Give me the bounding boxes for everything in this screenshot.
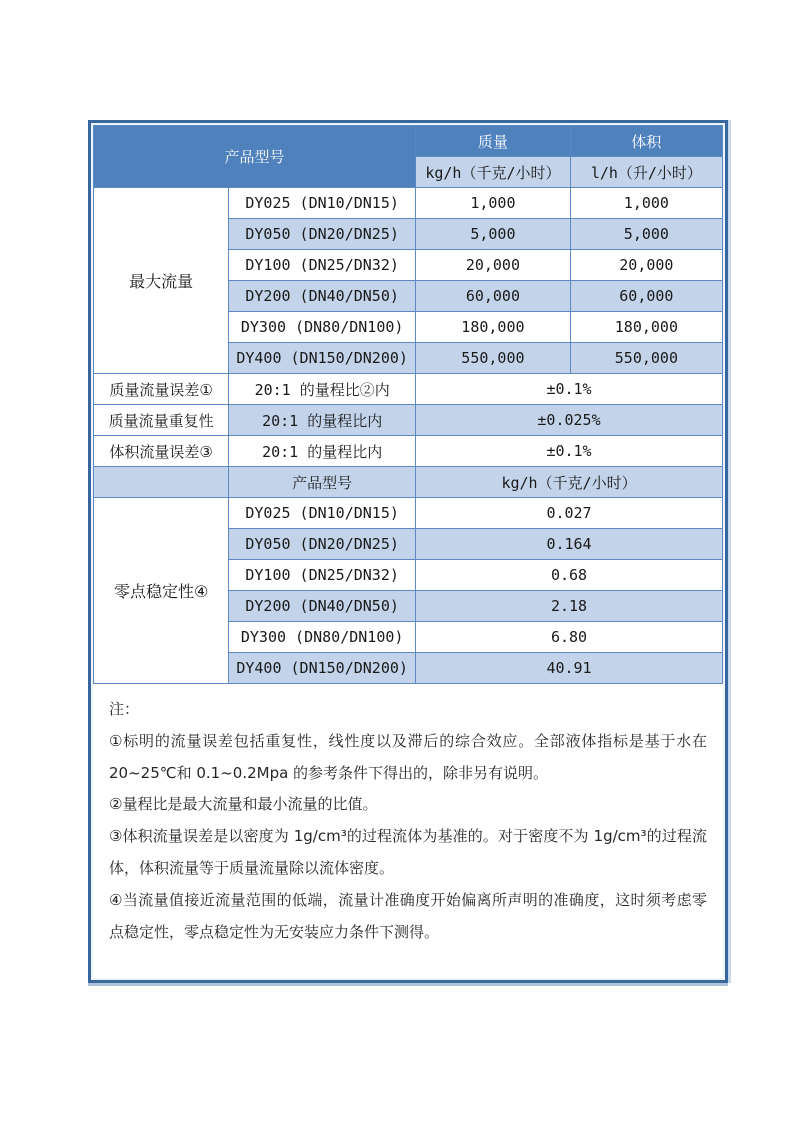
note-item-4: ④当流量值接近流量范围的低端，流量计准确度开始偏离所声明的准确度，这时须考虑零点稳定性，零点稳定性为无安装应力条件下测得。 — [109, 890, 707, 941]
header-mass: 质量 — [416, 126, 571, 157]
spec-value: ±0.025% — [416, 405, 723, 436]
mass-value-cell: 20,000 — [416, 250, 571, 281]
header-mass-unit: kg/h（千克/小时） — [416, 157, 571, 188]
spec-label: 质量流量误差① — [94, 374, 229, 405]
model-cell: DY200 (DN40/DN50) — [229, 591, 416, 622]
spec-condition: 20:1 的量程比②内 — [229, 374, 416, 405]
model-cell: DY100 (DN25/DN32) — [229, 560, 416, 591]
mass-value-cell: 180,000 — [416, 312, 571, 343]
mass-value-cell: 5,000 — [416, 219, 571, 250]
volume-value-cell: 1,000 — [570, 188, 722, 219]
mass-value-cell: 550,000 — [416, 343, 571, 374]
model-cell: DY100 (DN25/DN32) — [229, 250, 416, 281]
model-cell: DY300 (DN80/DN100) — [229, 622, 416, 653]
model-cell: DY050 (DN20/DN25) — [229, 219, 416, 250]
max-flow-label: 最大流量 — [94, 188, 229, 374]
zero-value-cell: 40.91 — [416, 653, 723, 684]
volume-value-cell: 550,000 — [570, 343, 722, 374]
spec-value: ±0.1% — [416, 436, 723, 467]
spec-label: 质量流量重复性 — [94, 405, 229, 436]
notes-title: 注： — [109, 700, 140, 718]
mass-value-cell: 60,000 — [416, 281, 571, 312]
volume-value-cell: 60,000 — [570, 281, 722, 312]
zero-stability-row — [94, 498, 723, 529]
zero-stability-label: 零点稳定性④ — [94, 498, 229, 684]
header-product-model: 产品型号 — [94, 126, 416, 188]
note-item-3: ③体积流量误差是以密度为 1g/cm³的过程流体为基准的。对于密度不为 1g/cm³的过程流体，体积流量等于质量流量除以流体密度。 — [109, 827, 707, 877]
model-cell: DY050 (DN20/DN25) — [229, 529, 416, 560]
volume-value-cell: 180,000 — [570, 312, 722, 343]
header-volume: 体积 — [570, 126, 722, 157]
max-flow-row — [94, 188, 723, 219]
spec-row — [94, 374, 723, 405]
model-cell: DY400 (DN150/DN200) — [229, 343, 416, 374]
notes-section — [93, 684, 723, 978]
model-cell: DY400 (DN150/DN200) — [229, 653, 416, 684]
model-cell: DY025 (DN10/DN15) — [229, 498, 416, 529]
mass-value-cell: 1,000 — [416, 188, 571, 219]
spec-value: ±0.1% — [416, 374, 723, 405]
spec-row — [94, 405, 723, 436]
spec-sheet-frame — [88, 120, 728, 983]
header-volume-unit: l/h（升/小时） — [570, 157, 722, 188]
model-cell: DY200 (DN40/DN50) — [229, 281, 416, 312]
spec-condition: 20:1 的量程比内 — [229, 405, 416, 436]
zero-header-product-model: 产品型号 — [229, 467, 416, 498]
zero-value-cell: 0.68 — [416, 560, 723, 591]
zero-value-cell: 0.164 — [416, 529, 723, 560]
spec-condition: 20:1 的量程比内 — [229, 436, 416, 467]
volume-value-cell: 5,000 — [570, 219, 722, 250]
header-row-1 — [94, 126, 723, 157]
spec-label: 体积流量误差③ — [94, 436, 229, 467]
spec-table — [93, 125, 723, 684]
note-item-1: ①标明的流量误差包括重复性，线性度以及滞后的综合效应。全部液体指标是基于水在 20~25℃和 0.1~0.2Mpa 的参考条件下得出的，除非另有说明。 — [109, 731, 707, 782]
zero-value-cell: 6.80 — [416, 622, 723, 653]
volume-value-cell: 20,000 — [570, 250, 722, 281]
spec-sheet-inner — [91, 123, 725, 980]
zero-value-cell: 0.027 — [416, 498, 723, 529]
zero-header-unit: kg/h（千克/小时） — [416, 467, 723, 498]
zero-header-empty — [94, 467, 229, 498]
zero-value-cell: 2.18 — [416, 591, 723, 622]
model-cell: DY300 (DN80/DN100) — [229, 312, 416, 343]
spec-row — [94, 436, 723, 467]
model-cell: DY025 (DN10/DN15) — [229, 188, 416, 219]
note-item-2: ②量程比是最大流量和最小流量的比值。 — [109, 795, 378, 814]
zero-header-row — [94, 467, 723, 498]
